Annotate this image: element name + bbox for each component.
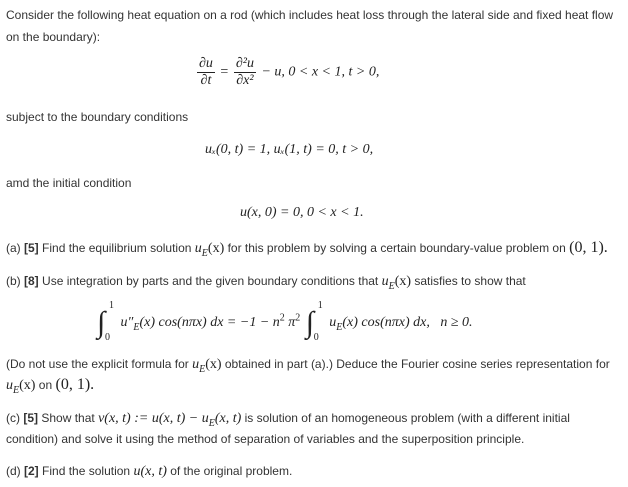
note-line-2: $u_E(x)$ on (0, 1).: [6, 376, 95, 396]
equals-sign: =: [220, 64, 229, 80]
part-c-line-2: condition) and solve it using the method of separation of variables and the superposition principle.: [6, 432, 525, 446]
part-a-text-2: for this problem by solving a certain boundary-value problem on: [227, 241, 566, 255]
uE-symbol: $u_E(x)$: [192, 357, 222, 375]
rhs-numerator: ∂²u: [235, 56, 254, 71]
integral-sign: ∫ 1 0: [305, 300, 323, 343]
part-a: [6, 238, 622, 259]
lhs-denominator: ∂t: [200, 73, 212, 88]
part-c-label: (c): [6, 411, 20, 425]
pi-symbol: π: [288, 315, 296, 331]
lhs-numerator: ∂u: [199, 56, 213, 71]
heat-equation: [195, 56, 379, 89]
right-integrand: u: [329, 315, 337, 331]
uE-symbol: $u_E(x)$: [6, 378, 36, 396]
uE-symbol: $u_E(x)$: [194, 241, 225, 259]
part-a-label: (a): [6, 241, 21, 255]
part-a-interval: (0, 1).: [569, 239, 608, 256]
rhs-denominator: ∂x²: [236, 73, 254, 88]
v-definition: v(x, t) := u(x, $t) - u_E(x$, t): [98, 411, 242, 429]
part-a-points: [5]: [24, 241, 39, 255]
uE-symbol: $u_E(x)$: [381, 274, 412, 292]
note-line-1: (Do not use the explicit formula for $u_E(x)$ obtained in part (a).) Deduce the Fourier cosine series representation for: [6, 357, 610, 375]
part-b-text-1: Use integration by parts and the given boundary conditions that: [42, 274, 379, 288]
part-b: [6, 271, 622, 292]
part-c: [6, 408, 622, 429]
part-b-text-2: satisfies to show that: [414, 274, 526, 288]
left-rest: (x) cos(nπx) dx = −1 − n: [139, 315, 280, 331]
left-integrand: u″: [120, 315, 134, 331]
integral-sign: ∫ 1 0: [97, 300, 114, 343]
intro-line-2: on the boundary):: [6, 30, 101, 44]
part-c-text-1: Show that: [41, 411, 95, 425]
integral-condition: n ≥ 0.: [440, 315, 473, 331]
part-d: [6, 461, 622, 482]
part-d-text-1: Find the solution: [42, 464, 131, 478]
part-d-label: (d): [6, 464, 21, 478]
part-b-label: (b): [6, 274, 21, 288]
part-c-points: [5]: [23, 411, 39, 425]
u-function: u(x, t): [133, 464, 167, 479]
bc-intro: subject to the boundary conditions: [6, 110, 189, 124]
part-d-text-2: of the original problem.: [170, 464, 293, 478]
right-rest: (x) cos(nπx) dx,: [342, 315, 430, 331]
part-a-text-1: Find the equilibrium solution: [42, 241, 192, 255]
part-d-points: [2]: [24, 464, 39, 478]
part-b-points: [8]: [24, 274, 39, 288]
integral-identity: ∫ 1 0 $u''_E(x)$ cos(nπx) dx = $-1 - n^2$ $\pi^2$ ∫ 1 0 $u_E(x)$ cos(nπx) dx, n ≥ 0.: [97, 300, 473, 343]
equation-rest: − u, 0 < x < 1, t > 0,: [261, 64, 380, 80]
intro-line-1: Consider the following heat equation on a rod (which includes heat loss through the lateral side and fixed heat flow: [6, 8, 614, 22]
note-interval: (0, 1).: [55, 376, 95, 393]
boundary-conditions: uₓ(0, t) = 1, uₓ(1, t) = 0, t > 0,: [205, 142, 374, 157]
initial-condition: u(x, 0) = 0, 0 < x < 1.: [240, 205, 364, 220]
ic-intro: amd the initial condition: [6, 176, 132, 190]
part-c-text-2: is solution of an homogeneous problem (with a different initial: [244, 411, 570, 425]
